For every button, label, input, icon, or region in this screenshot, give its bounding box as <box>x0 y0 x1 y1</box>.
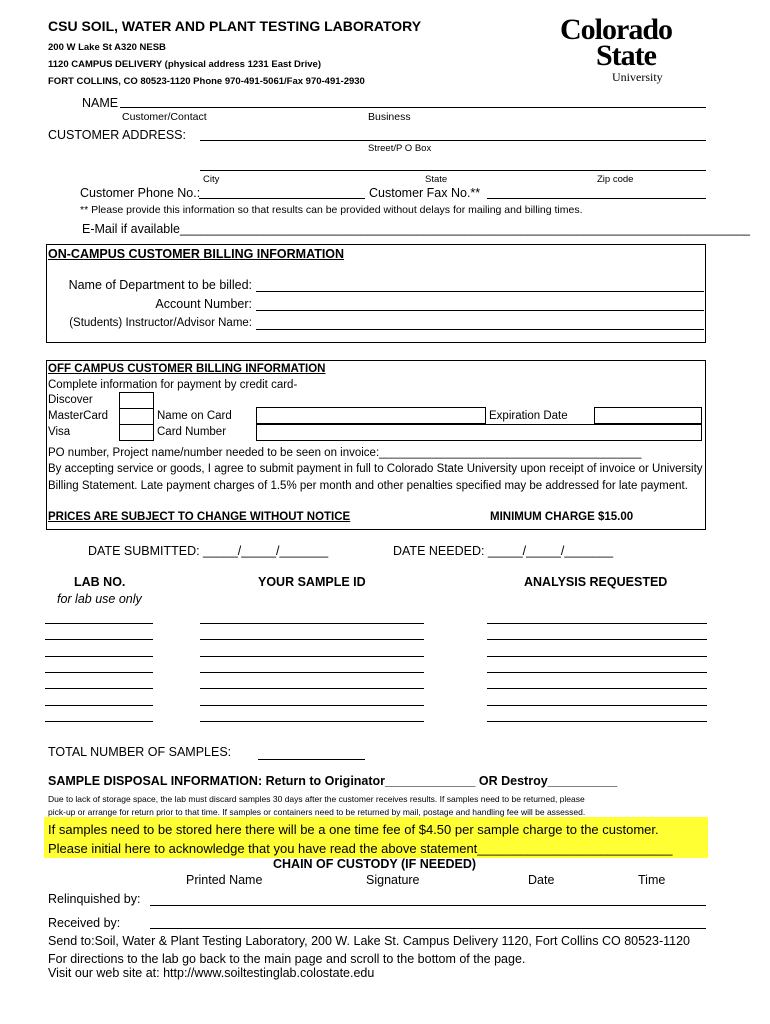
credit-card-intro: Complete information for payment by credit card- <box>48 379 298 391</box>
date-needed-field[interactable]: DATE NEEDED: _____/_____/_______ <box>393 544 614 558</box>
printed-name-header: Printed Name <box>186 873 263 887</box>
name-label: NAME <box>82 96 119 110</box>
address-line-1: 200 W Lake St A320 NESB <box>48 42 166 53</box>
lab-no-field[interactable] <box>45 639 153 640</box>
department-field[interactable] <box>256 291 704 292</box>
logo-line-1: Colorado <box>560 13 672 46</box>
disposal-text-1: Due to lack of storage space, the lab must discard samples 30 days after the customer receives results. If samples need to be returned, please <box>48 794 585 804</box>
lab-no-field[interactable] <box>45 705 153 706</box>
lab-no-field[interactable] <box>45 688 153 689</box>
agreement-line-1: By accepting service or goods, I agree to submit payment in full to Colorado State University upon receipt of invoice or University <box>48 463 703 475</box>
visa-label: Visa <box>48 426 71 438</box>
lab-no-field[interactable] <box>45 623 153 624</box>
analysis-field[interactable] <box>487 656 707 657</box>
advisor-field[interactable] <box>256 329 704 330</box>
website-text: Visit our web site at: http://www.soiltestinglab.colostate.edu <box>48 966 375 980</box>
analysis-field[interactable] <box>487 688 707 689</box>
disposal-text-2: pick-up or arrange for return prior to that time. If samples or containers need to be returned by mail, postage and handling fee will be assessed. <box>48 807 586 817</box>
business-caption: Business <box>368 111 411 123</box>
sample-id-field[interactable] <box>200 639 424 640</box>
account-label: Account Number: <box>155 297 252 311</box>
minimum-charge: MINIMUM CHARGE $15.00 <box>490 511 634 523</box>
disposal-heading[interactable]: SAMPLE DISPOSAL INFORMATION: Return to Originator_____________ OR Destroy__________ <box>48 774 618 788</box>
relinquished-label: Relinquished by: <box>48 892 141 906</box>
name-on-card-label: Name on Card <box>157 410 232 422</box>
lab-no-header: LAB NO. <box>74 575 126 589</box>
storage-fee-text: If samples need to be stored here there will be a one time fee of $4.50 per sample charge to the customer. <box>48 822 659 837</box>
phone-field[interactable] <box>199 198 365 199</box>
off-campus-heading: OFF CAMPUS CUSTOMER BILLING INFORMATION <box>48 363 326 375</box>
prices-notice: PRICES ARE SUBJECT TO CHANGE WITHOUT NOTICE <box>48 511 351 523</box>
agreement-line-2: Billing Statement. Late payment charges of 1.5% per month and other penalties specified may be addressed for late payment. <box>48 480 688 492</box>
sample-id-field[interactable] <box>200 672 424 673</box>
sample-id-field[interactable] <box>200 721 424 722</box>
lab-no-field[interactable] <box>45 721 153 722</box>
send-to-address: Send to:Soil, Water & Plant Testing Laboratory, 200 W. Lake St. Campus Delivery 1120, Fort Collins CO 80523-1120 <box>48 934 690 948</box>
fax-label: Customer Fax No.** <box>369 186 481 200</box>
phone-label: Customer Phone No.: <box>80 186 201 200</box>
address-line-2: 1120 CAMPUS DELIVERY (physical address 1231 East Drive) <box>48 59 321 70</box>
email-field[interactable]: E-Mail if available__________________________________________________________________________________ <box>82 222 751 236</box>
street-caption: Street/P O Box <box>368 143 432 154</box>
address-label: CUSTOMER ADDRESS: <box>48 128 186 142</box>
received-field[interactable] <box>150 928 706 929</box>
discover-label: Discover <box>48 394 93 406</box>
sample-id-field[interactable] <box>200 623 424 624</box>
signature-header: Signature <box>366 873 420 887</box>
storage-initial-field[interactable]: Please initial here to acknowledge that you have read the above statement___________________________ <box>48 841 673 856</box>
page-title: CSU SOIL, WATER AND PLANT TESTING LABORATORY <box>48 18 422 34</box>
total-samples-label: TOTAL NUMBER OF SAMPLES: <box>48 745 232 759</box>
analysis-field[interactable] <box>487 705 707 706</box>
total-samples-field[interactable] <box>258 759 365 760</box>
analysis-field[interactable] <box>487 639 707 640</box>
logo-line-3: University <box>612 70 663 84</box>
card-number-label: Card Number <box>157 426 227 438</box>
zip-caption: Zip code <box>597 174 634 185</box>
expiration-label: Expiration Date <box>489 410 568 422</box>
logo-line-2: State <box>596 39 656 72</box>
contact-note: ** Please provide this information so that results can be provided without delays for mailing and billing times. <box>80 204 583 216</box>
date-submitted-field[interactable]: DATE SUBMITTED: _____/_____/_______ <box>88 544 329 558</box>
lab-use-caption: for lab use only <box>57 592 142 606</box>
analysis-field[interactable] <box>487 623 707 624</box>
received-label: Received by: <box>48 916 121 930</box>
on-campus-heading: ON-CAMPUS CUSTOMER BILLING INFORMATION <box>48 247 345 261</box>
sample-id-field[interactable] <box>200 688 424 689</box>
expiration-field[interactable] <box>594 407 702 424</box>
name-on-card-field[interactable] <box>256 407 486 424</box>
mastercard-label: MasterCard <box>48 410 109 422</box>
analysis-header: ANALYSIS REQUESTED <box>524 575 668 589</box>
date-header: Date <box>528 873 555 887</box>
discover-checkbox[interactable] <box>119 392 154 409</box>
state-caption: State <box>425 174 448 185</box>
street-field[interactable] <box>200 140 706 141</box>
advisor-label: (Students) Instructor/Advisor Name: <box>69 317 252 329</box>
sample-id-field[interactable] <box>200 705 424 706</box>
lab-no-field[interactable] <box>45 656 153 657</box>
sample-id-header: YOUR SAMPLE ID <box>258 575 366 589</box>
analysis-field[interactable] <box>487 672 707 673</box>
contact-caption: Customer/Contact <box>122 111 207 123</box>
account-field[interactable] <box>256 310 704 311</box>
po-number-field[interactable]: PO number, Project name/number needed to be seen on invoice:_________________________________________ <box>48 447 642 459</box>
fax-field[interactable] <box>487 198 706 199</box>
relinquished-field[interactable] <box>150 905 706 906</box>
sample-id-field[interactable] <box>200 656 424 657</box>
mastercard-checkbox[interactable] <box>119 408 154 425</box>
custody-heading: CHAIN OF CUSTODY (IF NEEDED) <box>273 857 477 871</box>
visa-checkbox[interactable] <box>119 424 154 441</box>
csu-logo <box>560 13 700 88</box>
card-number-field[interactable] <box>256 424 702 441</box>
name-field[interactable] <box>120 107 706 108</box>
directions-text: For directions to the lab go back to the main page and scroll to the bottom of the page. <box>48 952 526 966</box>
time-header: Time <box>638 873 666 887</box>
address-line-3: FORT COLLINS, CO 80523-1120 Phone 970-491-5061/Fax 970-491-2930 <box>48 76 365 87</box>
city-state-zip-field[interactable] <box>200 170 706 171</box>
lab-no-field[interactable] <box>45 672 153 673</box>
city-caption: City <box>203 174 220 185</box>
department-label: Name of Department to be billed: <box>68 278 252 292</box>
analysis-field[interactable] <box>487 721 707 722</box>
